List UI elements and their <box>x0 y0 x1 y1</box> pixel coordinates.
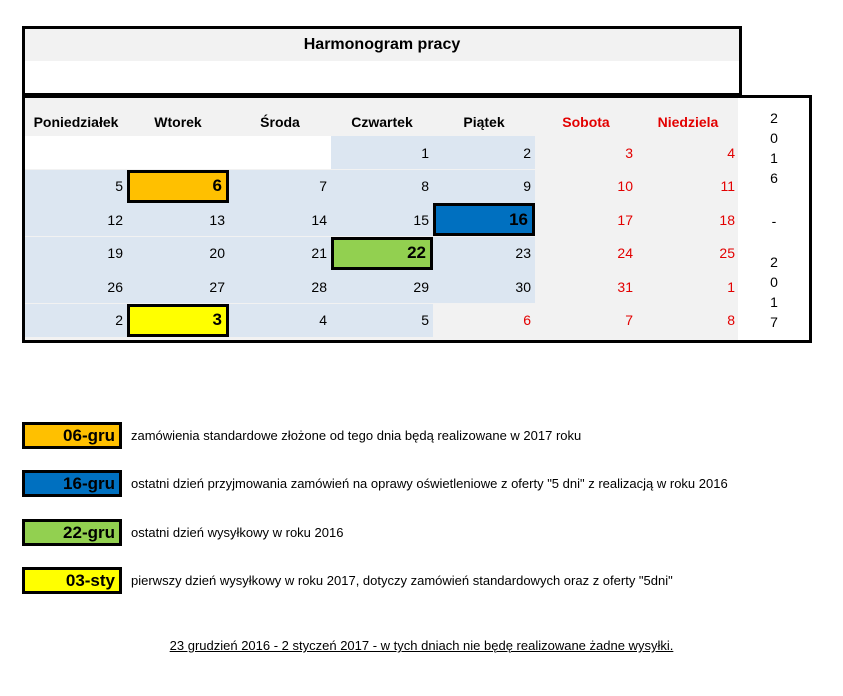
day-cell: 5 <box>25 170 127 203</box>
day-cell: 2 <box>433 136 535 169</box>
day-cell: 27 <box>127 270 229 303</box>
day-cell: 17 <box>617 211 633 228</box>
day-cell <box>127 136 229 169</box>
year-char: 0 <box>770 130 778 146</box>
day-cell: 8 <box>331 170 433 203</box>
calendar-grid <box>22 95 742 343</box>
day-cell: 31 <box>617 278 633 295</box>
day-cell: 5 <box>331 304 433 337</box>
blank-row <box>22 61 742 96</box>
day-cell: 10 <box>617 178 633 194</box>
day-cell: 2 <box>25 304 127 337</box>
day-cell: 4 <box>229 304 331 337</box>
highlighted-day-cell: 6 <box>127 170 229 203</box>
day-cell: 30 <box>433 270 535 303</box>
year-char: 2 <box>770 254 778 270</box>
year-char: 2 <box>770 110 778 126</box>
legend-text: ostatni dzień przyjmowania zamówień na oprawy oświetleniowe z oferty "5 dni" z realizacją w roku 2016 <box>131 476 728 491</box>
day-cell: 7 <box>229 170 331 203</box>
day-cell: 12 <box>25 203 127 236</box>
day-cell: 3 <box>625 144 633 161</box>
day-cell: 1 <box>331 136 433 169</box>
weekday-header: Poniedziałek <box>33 114 119 130</box>
weekday-header: Piątek <box>463 114 505 130</box>
highlighted-day-cell: 16 <box>433 203 535 236</box>
year-char: - <box>771 213 777 229</box>
year-char: 6 <box>770 170 778 186</box>
day-cell: 23 <box>433 237 535 270</box>
weekday-header: Wtorek <box>154 114 202 130</box>
day-cell: 14 <box>229 203 331 236</box>
highlighted-day-cell: 22 <box>331 237 433 270</box>
day-cell: 9 <box>433 170 535 203</box>
day-cell: 11 <box>720 178 735 194</box>
legend-text: pierwszy dzień wysyłkowy w roku 2017, dotyczy zamówień standardowych oraz z oferty "5dni" <box>131 573 673 588</box>
day-cell: 26 <box>25 270 127 303</box>
weekday-header: Środa <box>260 114 300 130</box>
highlighted-day-cell: 3 <box>127 304 229 337</box>
footer-note: 23 grudzień 2016 - 2 styczeń 2017 - w tych dniach nie będę realizowane żadne wysyłki. <box>169 638 674 653</box>
day-cell <box>25 136 127 169</box>
day-cell: 7 <box>625 312 633 328</box>
legend-text: ostatni dzień wysyłkowy w roku 2016 <box>131 525 344 540</box>
year-char: 0 <box>770 274 778 290</box>
day-cell <box>229 136 331 169</box>
day-cell: 29 <box>331 270 433 303</box>
legend-swatch: 06-gru <box>22 422 122 449</box>
day-cell: 13 <box>127 203 229 236</box>
day-cell: 19 <box>25 237 127 270</box>
day-cell: 8 <box>727 312 735 328</box>
day-cell: 24 <box>617 245 633 261</box>
day-cell: 1 <box>727 278 735 295</box>
schedule-title: Harmonogram pracy <box>22 26 742 64</box>
legend-swatch: 16-gru <box>22 470 122 497</box>
day-cell: 18 <box>719 211 735 228</box>
legend-text: zamówienia standardowe złożone od tego dnia będą realizowane w 2017 roku <box>131 428 582 443</box>
weekday-header: Czwartek <box>351 114 413 130</box>
day-cell: 15 <box>331 203 433 236</box>
year-char: 1 <box>770 150 778 166</box>
weekday-header: Niedziela <box>657 114 719 130</box>
day-cell: 25 <box>719 245 735 261</box>
day-cell: 20 <box>127 237 229 270</box>
legend-swatch: 22-gru <box>22 519 122 546</box>
year-column <box>738 95 812 343</box>
day-cell: 21 <box>229 237 331 270</box>
day-cell: 28 <box>229 270 331 303</box>
day-cell: 6 <box>523 312 531 328</box>
year-char: 1 <box>770 294 778 310</box>
year-char: 7 <box>770 314 778 330</box>
day-cell: 4 <box>727 144 735 161</box>
weekday-header: Sobota <box>562 114 610 130</box>
legend-swatch: 03-sty <box>22 567 122 594</box>
